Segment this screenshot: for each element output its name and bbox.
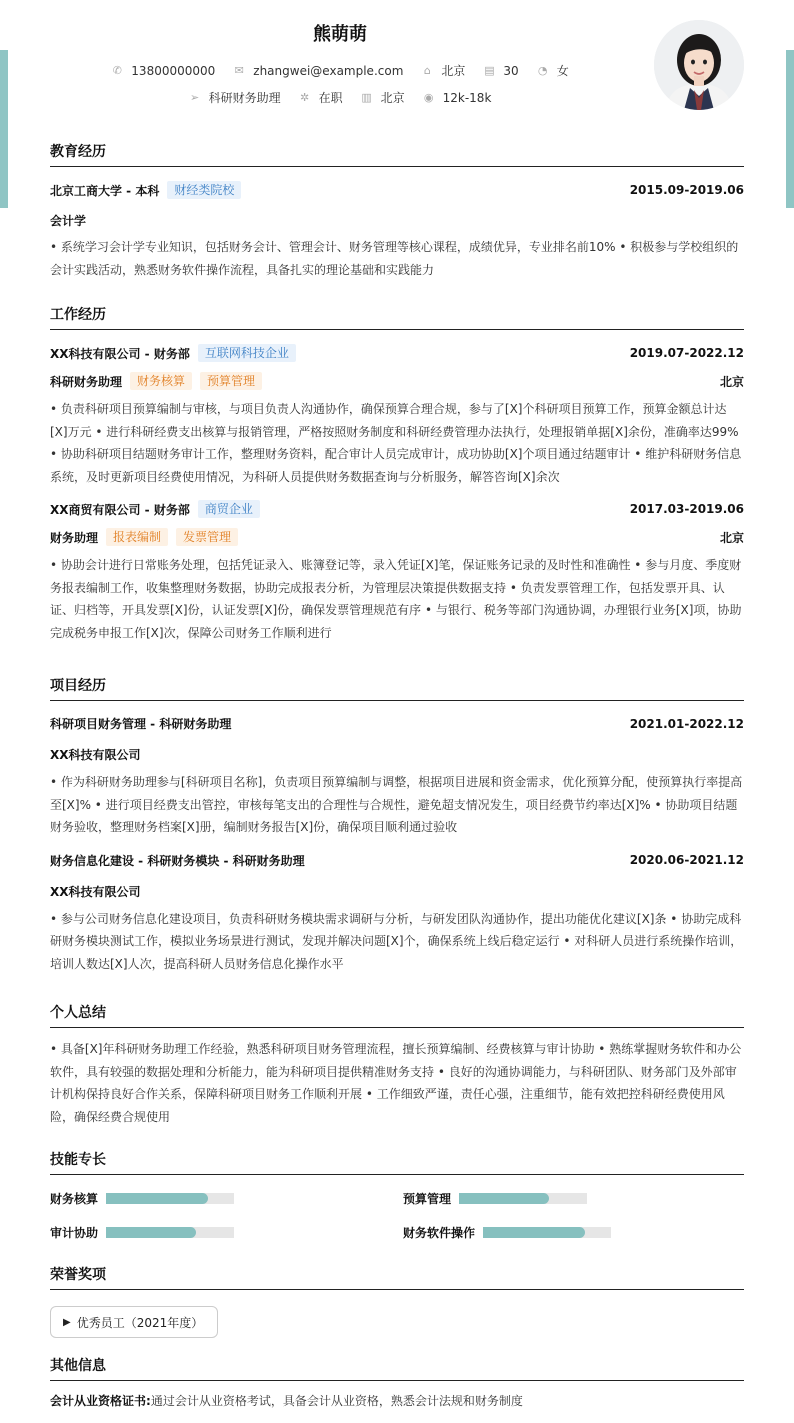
awards-title: 荣誉奖项 bbox=[50, 1264, 744, 1290]
project-desc: • 作为科研财务助理参与[科研项目名称]，负责项目预算编制与调整，根据项目进展和资金需求，优化预算分配，使预算执行率提高至[X]% • 进行项目经费支出管控，审核每笔支出的合理性与合规性，避免超支情况发生，项目经费节约率达[X]% • 协助项目结题财务验收，整理财务档案[X]册，编制财务报告[X]份，确保项目顺利通过验收 bbox=[50, 775, 743, 834]
awards-section bbox=[50, 1264, 744, 1338]
email-item bbox=[233, 62, 403, 79]
job-company: XX商贸有限公司 - 财务部 bbox=[50, 502, 190, 517]
skill-name: 财务软件操作 bbox=[403, 1226, 476, 1240]
role-tag: 财务核算 bbox=[130, 372, 192, 390]
resume-header bbox=[0, 0, 794, 140]
role-tag: 发票管理 bbox=[176, 528, 238, 546]
skill-bar bbox=[459, 1193, 587, 1204]
certificate-text: 通过会计从业资格考试，具备会计从业资格，熟悉会计法规和财务制度 bbox=[150, 1394, 523, 1408]
project-header-row bbox=[50, 852, 744, 869]
skill-bar bbox=[106, 1227, 234, 1238]
position-text: 科研财务助理 bbox=[208, 91, 281, 105]
phone-item bbox=[111, 62, 215, 79]
job-date: 2019.07-2022.12 bbox=[629, 346, 744, 360]
salary-text: 12k-18k bbox=[442, 90, 492, 105]
settings-icon: ✲ bbox=[299, 90, 310, 104]
city-text: 北京 bbox=[441, 64, 466, 78]
job-role: 科研财务助理 bbox=[50, 374, 123, 389]
education-section bbox=[50, 141, 744, 281]
job-role-row bbox=[50, 528, 744, 546]
skill-bar bbox=[483, 1227, 611, 1238]
skills-title: 技能专长 bbox=[50, 1149, 744, 1175]
project-name: 财务信息化建设 - 科研财务模块 - 科研财务助理 bbox=[50, 853, 305, 868]
calendar-icon: ▤ bbox=[484, 63, 495, 77]
skill-name: 审计协助 bbox=[50, 1226, 99, 1240]
company-tag: 商贸企业 bbox=[198, 500, 260, 518]
contact-row bbox=[0, 62, 680, 79]
send-icon: ➢ bbox=[189, 90, 200, 104]
job-location: 北京 bbox=[719, 530, 744, 545]
company-tag: 互联网科技企业 bbox=[198, 344, 296, 362]
status-item bbox=[299, 89, 343, 106]
skills-section bbox=[50, 1149, 744, 1175]
email-text: zhangwei@example.com bbox=[253, 63, 404, 78]
job-location: 北京 bbox=[719, 374, 744, 389]
gender-item bbox=[537, 62, 569, 79]
city-item bbox=[421, 62, 465, 79]
major: 会计学 bbox=[50, 214, 87, 228]
skill-bar-fill bbox=[106, 1227, 196, 1238]
age-text: 30 bbox=[503, 63, 519, 78]
award-item bbox=[50, 1306, 218, 1338]
job-date: 2017.03-2019.06 bbox=[629, 502, 744, 516]
position-item bbox=[189, 89, 281, 106]
job-header-row bbox=[50, 500, 744, 518]
award-text: 优秀员工（2021年度） bbox=[76, 1315, 204, 1330]
education-date: 2015.09-2019.06 bbox=[629, 183, 744, 197]
role-tag: 报表编制 bbox=[106, 528, 168, 546]
skill-item bbox=[403, 1190, 587, 1207]
phone-text: 13800000000 bbox=[131, 63, 216, 78]
other-info-line bbox=[50, 1390, 744, 1413]
summary-title: 个人总结 bbox=[50, 1002, 744, 1028]
mail-icon: ✉ bbox=[234, 63, 244, 77]
education-desc: • 系统学习会计学专业知识，包括财务会计、管理会计、财务管理等核心课程，成绩优异，专业排名前10% • 积极参与学校组织的会计实践活动，熟悉财务软件操作流程，具备扎实的理论基础和实践能力 bbox=[50, 240, 739, 277]
other-title: 其他信息 bbox=[50, 1355, 744, 1381]
work-city-item bbox=[361, 89, 405, 106]
job-company: XX科技有限公司 - 财务部 bbox=[50, 346, 190, 361]
role-tag: 预算管理 bbox=[200, 372, 262, 390]
building-icon: ▥ bbox=[361, 90, 372, 104]
age-item bbox=[483, 62, 518, 79]
phone-icon: ✆ bbox=[112, 63, 122, 77]
project-date: 2020.06-2021.12 bbox=[629, 853, 744, 867]
project-org: XX科技有限公司 bbox=[50, 748, 141, 762]
education-title: 教育经历 bbox=[50, 141, 744, 167]
project-name: 科研项目财务管理 - 科研财务助理 bbox=[50, 717, 232, 731]
job-desc: • 协助会计进行日常账务处理，包括凭证录入、账簿登记等，录入凭证[X]笔，保证账务记录的及时性和准确性 • 参与月度、季度财务报表编制工作，收集整理财务数据，协助完成报表分析，为管理层决策提供数据支持 • 负责发票管理工作，包括发票开具、认证、归档等，开具发票[X]份，认证发票[X]份，确保发票管理规范有序 • 与银行、税务等部门沟通协调，办理银行业务[X]项，协助完成税务申报工作[X]次，保障公司财务工作顺利进行 bbox=[50, 558, 742, 640]
salary-item bbox=[423, 89, 492, 106]
projects-section bbox=[50, 675, 744, 975]
certificate-label: 会计从业资格证书: bbox=[50, 1394, 151, 1408]
work-section bbox=[50, 304, 744, 644]
work-city-text: 北京 bbox=[380, 91, 405, 105]
status-text: 在职 bbox=[318, 91, 343, 105]
skill-bar-fill bbox=[483, 1227, 585, 1238]
gender-icon: ◔ bbox=[537, 63, 548, 77]
avatar bbox=[654, 20, 744, 110]
summary-desc: • 具备[X]年科研财务助理工作经验，熟悉科研项目财务管理流程，擅长预算编制、经费核算与审计协助 • 熟练掌握财务软件和办公软件，具有较强的数据处理和分析能力，能为科研项目提供精准财务支持 • 良好的沟通协调能力，与科研团队、财务部门及外部审计机构保持良好合作关系，保障科研项目财务工作顺利开展 • 工作细致严谨，责任心强，注重细节，能有效把控科研经费使用风险，确保经费合规使用 bbox=[50, 1042, 742, 1124]
avatar-portrait-icon bbox=[654, 20, 744, 110]
skill-bar bbox=[106, 1193, 234, 1204]
school-name: 北京工商大学 - 本科 bbox=[50, 183, 160, 198]
money-icon: ◉ bbox=[423, 90, 434, 104]
skill-name: 财务核算 bbox=[50, 1192, 99, 1206]
projects-title: 项目经历 bbox=[50, 675, 744, 701]
candidate-name: 熊萌萌 bbox=[313, 24, 367, 45]
skill-bar-fill bbox=[459, 1193, 549, 1204]
skill-name: 预算管理 bbox=[403, 1192, 452, 1206]
work-title: 工作经历 bbox=[50, 304, 744, 330]
home-icon: ⌂ bbox=[423, 63, 431, 77]
job-role: 财务助理 bbox=[50, 530, 99, 545]
skill-bar-fill bbox=[106, 1193, 208, 1204]
project-header-row bbox=[50, 715, 744, 732]
job-desc: • 负责科研项目预算编制与审核，与项目负责人沟通协作，确保预算合理合规，参与了[X]个科研项目预算工作，预算金额总计达[X]万元 • 进行科研经费支出核算与报销管理，严格按照财务制度和科研经费管理办法执行，处理报销单据[X]余份，准确率达99% • 协助科研项目结题财务审计工作，整理财务资料，配合审计人员完成审计，成功协助[X]个项目通过结题审计 • 维护科研财务信息系统，及时更新项目经费使用情况，为科研人员提供财务数据查询与分析服务，解答咨询[X]余次 bbox=[50, 402, 742, 484]
skill-item bbox=[403, 1224, 611, 1241]
project-date: 2021.01-2022.12 bbox=[629, 716, 744, 731]
job-role-row bbox=[50, 372, 744, 390]
gender-text: 女 bbox=[556, 64, 569, 78]
project-desc: • 参与公司财务信息化建设项目，负责科研财务模块需求调研与分析，与研发团队沟通协作，提出功能优化建议[X]条 • 协助完成科研财务模块测试工作，模拟业务场景进行测试，发现并解决问题[X]个，确保系统上线后稳定运行 • 对科研人员进行系统操作培训，培训人数达[X]人次，提高科研人员财务信息化操作水平 bbox=[50, 911, 743, 971]
job-header-row bbox=[50, 344, 744, 362]
education-header-row bbox=[50, 181, 744, 199]
triangle-right-icon: ▶ bbox=[63, 1316, 71, 1328]
skill-item bbox=[50, 1190, 234, 1207]
skill-item bbox=[50, 1224, 234, 1241]
summary-section bbox=[50, 1002, 744, 1128]
job-intent-row bbox=[0, 89, 680, 106]
school-tag: 财经类院校 bbox=[167, 181, 241, 199]
project-org: XX科技有限公司 bbox=[50, 884, 141, 899]
other-section bbox=[50, 1355, 744, 1413]
